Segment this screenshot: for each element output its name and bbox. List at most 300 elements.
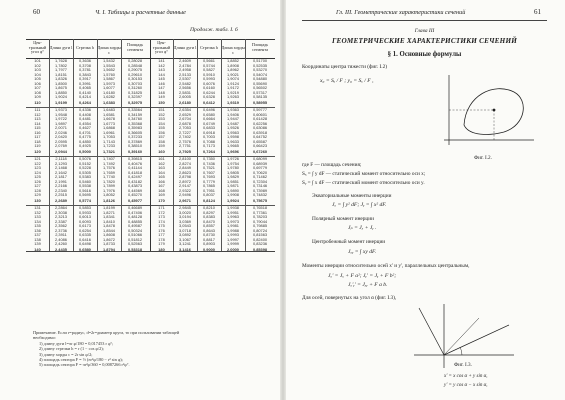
table-cell: 2,9671	[179, 198, 191, 203]
note-line: необходимо:	[33, 335, 56, 341]
table-cell: 142	[158, 62, 165, 68]
table-cell: 0,29075	[127, 67, 143, 72]
table-cell: 3,0369	[179, 218, 191, 224]
table-cell: 0,5910	[203, 71, 215, 77]
header-cell: Стрелка h	[76, 45, 94, 50]
table-cell: 109	[34, 94, 41, 99]
table-cell: 2,0071	[55, 125, 67, 130]
equatorial-moments-label: Экваториальные моменты инерции	[312, 193, 392, 199]
table-cell: 111	[34, 107, 41, 112]
table-cell: 0,5853	[79, 205, 91, 210]
table-cell: 154	[158, 120, 165, 126]
table-cell: 2,5307	[179, 76, 191, 81]
parallel-axes-label: Моменты инерции относительно осей x' и y', параллельных центральным,	[302, 263, 470, 269]
table-cell: 1,8199	[103, 205, 115, 210]
table-cell: 0,5661	[203, 58, 215, 63]
table-cell: 1,6773	[103, 120, 115, 126]
table-cell: 2,7053	[179, 125, 191, 130]
table-cell: 0,5993	[203, 76, 215, 81]
table-cell: 0,36605	[127, 129, 143, 135]
table-cell: 2,1293	[55, 160, 67, 166]
table-cell: 3,1067	[179, 236, 191, 242]
table-cell: 108	[34, 89, 41, 95]
table-cell: 2,9845	[179, 205, 191, 210]
table-cell: 0,5695	[79, 192, 91, 197]
polar-moment-formula: Jₚ = Jₓ + Jᵧ .	[348, 225, 377, 231]
table-cell: 0,45977	[127, 198, 143, 203]
table-cell: 0,51812	[127, 236, 143, 242]
table-cell: 0,67260	[252, 149, 268, 154]
table-cell: 0,51066	[127, 232, 143, 237]
table-cell: 0,35983	[127, 125, 143, 130]
polar-moment-label: Полярный момент инерции	[312, 216, 374, 222]
table-cell: 125	[34, 174, 41, 179]
table-cell: 1,8850	[55, 89, 67, 95]
table-cell: 156	[158, 129, 165, 135]
table-cell: 2,0420	[55, 134, 67, 139]
table-cell: 2,3038	[55, 209, 67, 215]
table-cell: 129	[34, 192, 41, 197]
table-cell: 2,8798	[179, 174, 191, 179]
table-cell: 0,44569	[127, 187, 143, 193]
table-cell: 1,6868	[103, 125, 115, 130]
table-cell: 1,8271	[103, 209, 115, 215]
table-cell: 2,6005	[179, 94, 191, 99]
table-cell: 1,8852	[227, 58, 239, 63]
table-cell: 2,7576	[179, 138, 191, 144]
table-cell: 0,79044	[252, 218, 268, 224]
centrifugal-moment-label: Центробежный момент инерции	[312, 239, 386, 245]
table-cell: 167	[158, 183, 165, 188]
table-cell: 130	[34, 198, 41, 203]
table-cell: 1,7659	[103, 169, 115, 175]
table-column-rule	[150, 39, 151, 251]
table-cell: 1,8544	[103, 227, 115, 233]
table-cell: 1,5973	[103, 80, 115, 86]
table-cell: 0,48855	[127, 218, 143, 224]
table-cell: 0,7779	[203, 178, 215, 184]
table-cell: 0,4554	[79, 120, 91, 126]
table-cell: 172	[158, 209, 165, 215]
table-cell: 0,9000	[203, 247, 215, 252]
table-cell: 2,8449	[179, 165, 191, 170]
table-cell: 0,3781	[79, 67, 91, 72]
table-column-rule	[49, 39, 50, 251]
right-page	[284, 0, 565, 400]
table-cell: 0,8817	[203, 236, 215, 242]
table-cell: 0,51700	[252, 58, 268, 63]
table-cell: 1,9487	[227, 120, 239, 126]
table-cell: 0,81563	[252, 232, 268, 237]
table-cell: 133	[34, 214, 41, 219]
table-cell: 0,4408	[79, 111, 91, 117]
table-cell: 0,69779	[252, 165, 268, 170]
table-cell: 176	[158, 227, 165, 233]
table-cell: 2,6704	[179, 116, 191, 121]
table-cell: 2,8274	[179, 160, 191, 166]
figure-caption: Фиг. I.3.	[454, 362, 472, 368]
header-cell: Площадь сегмента	[251, 42, 269, 52]
table-cell: 0,41818	[127, 169, 143, 175]
table-cell: 0,6093	[79, 218, 91, 224]
table-cell: 1,6180	[103, 89, 115, 95]
table-cell: 1,9897	[55, 120, 67, 126]
table-cell: 0,34159	[127, 111, 143, 117]
table-cell: 2,5831	[179, 89, 191, 95]
table-cell: 2,2864	[55, 205, 67, 210]
table-cell: 0,28548	[127, 62, 143, 68]
table-cell: 0,3991	[79, 80, 91, 86]
table-cell: 0,32975	[127, 100, 143, 105]
table-cell: 2,6878	[179, 120, 191, 126]
table-cell: 2,5133	[179, 71, 191, 77]
table-cell: 0,78203	[252, 214, 268, 219]
table-cell: 0,55690	[252, 80, 268, 86]
table-cell: 0,80724	[252, 227, 268, 233]
table-cell: 0,6833	[203, 125, 215, 130]
table-cell: 0,6496	[203, 107, 215, 112]
table-cell: 0,5305	[79, 169, 91, 175]
table-column-rule	[245, 39, 246, 251]
table-cell: 1,9924	[227, 198, 239, 203]
table-cell: 2,2515	[55, 192, 67, 197]
table-cell: 0,72304	[252, 178, 268, 184]
table-cell: 0,3636	[79, 58, 91, 63]
table-cell: 1,9890	[227, 187, 239, 193]
note-line: 5) площадь сектора F = πr²φ/360 = 0,0087266 r²φ°.	[39, 362, 130, 368]
table-cell: 0,52563	[127, 241, 143, 246]
table-cell: 114	[34, 120, 41, 126]
table-cell: 2,1468	[55, 165, 67, 170]
table-cell: 1,9908	[227, 192, 239, 197]
table-cell: 0,52535	[252, 62, 268, 68]
table-cell: 177	[158, 232, 165, 237]
table-cell: 173	[158, 214, 165, 219]
table-cell: 0,4140	[79, 89, 91, 95]
table-cell: 0,8124	[203, 198, 215, 203]
table-cell: 0,4481	[79, 116, 91, 121]
table-cell: 0,5228	[79, 165, 91, 170]
table-cell: 155	[158, 125, 165, 130]
angle-arc	[460, 347, 462, 355]
table-cell: 2,7227	[179, 129, 191, 135]
table-cell: 1,7802	[55, 62, 67, 68]
table-cell: 0,32397	[127, 94, 143, 99]
table-cell: 1,7053	[103, 134, 115, 139]
table-cell: 149	[158, 94, 165, 99]
table-cell: 158	[158, 138, 165, 144]
table-cell: 1,9988	[227, 227, 239, 233]
table-cell: 2,8623	[179, 169, 191, 175]
table-cell: 0,40476	[127, 160, 143, 166]
figure-i3-rotated-axes-diagram	[404, 300, 524, 370]
table-cell: 1,8672	[103, 236, 115, 242]
chapter-title: ГЕОМЕТРИЧЕСКИЕ ХАРАКТЕРИСТИКИ СЕЧЕНИЙ	[331, 37, 518, 45]
table-cell: 170	[158, 198, 165, 203]
section-heading: § 1. Основные формулы	[387, 51, 462, 58]
table-cell: 124	[34, 169, 41, 175]
table-cell: 145	[158, 76, 165, 81]
table-cell: 0,4850	[79, 138, 91, 144]
table-cell: 0,7003	[203, 134, 215, 139]
table-cell: 0,6013	[79, 214, 91, 219]
table-cell: 1,9805	[227, 169, 239, 175]
table-cell: 1,9219	[227, 89, 239, 95]
parallel-axes-formula-2: Jₓ'ᵧ' = Jₓᵧ + F a b.	[348, 282, 388, 288]
table-cell: 0,82400	[252, 236, 268, 242]
table-cell: 0,8903	[203, 241, 215, 246]
table-cell: 1,9780	[227, 165, 239, 170]
table-cell: 0,6328	[203, 94, 215, 99]
table-cell: 122	[34, 160, 41, 166]
centroid-formula: x₀ = Sᵧ / F ; y₀ = Sₓ / F ,	[320, 78, 374, 84]
figure-caption: Фиг. I.2.	[474, 155, 492, 161]
table-cell: 1,9363	[227, 107, 239, 112]
table-cell: 1,9548	[55, 111, 67, 117]
table-cell: 1,7628	[55, 58, 67, 63]
chapter-label: Глава III	[414, 28, 435, 34]
parallel-axes-formula: Jₓ' = Jₓ + F a²; Jᵧ' = Jᵧ + F b²;	[328, 273, 397, 279]
table-cell: 0,46689	[127, 205, 143, 210]
table-cell: 0,5000	[79, 149, 91, 154]
table-bottom-rule	[26, 251, 275, 252]
table-cell: 0,4775	[79, 134, 91, 139]
page-number: 60	[33, 8, 40, 16]
table-cell: 116	[34, 129, 41, 135]
table-cell: 1,7321	[103, 149, 115, 154]
table-cell: 0,4264	[79, 100, 91, 105]
table-cell: 123	[34, 165, 41, 170]
table-cell: 2,6354	[179, 107, 191, 112]
table-cell: 1,9726	[227, 156, 239, 161]
table-cell: 0,56502	[252, 85, 268, 90]
table-cell: 0,70620	[252, 169, 268, 175]
table-cell: 1,7492	[103, 160, 115, 166]
table-cell: 2,0769	[55, 143, 67, 148]
table-cell: 1,8733	[103, 241, 115, 246]
table-cell: 164	[158, 169, 165, 175]
table-cell: 2,2689	[55, 198, 67, 203]
table-cell: 1,7977	[55, 67, 67, 72]
table-cell: 0,5152	[79, 160, 91, 166]
table-cell: 140	[34, 247, 41, 252]
table-cell: 1,8341	[103, 214, 115, 219]
table-cell: 112	[34, 111, 41, 117]
table-cell: 2,7925	[179, 149, 191, 154]
table-cell: 134	[34, 218, 41, 224]
table-cell: 1,6483	[103, 107, 115, 112]
table-cell: 2,9322	[179, 187, 191, 193]
table-cell: 1,9406	[227, 111, 239, 117]
table-cell: 1,8478	[103, 223, 115, 228]
table-cell: 0,28028	[127, 58, 143, 63]
table-cell: 2,2166	[55, 183, 67, 188]
table-cell: 1,9024	[55, 94, 67, 99]
table-cell: 0,83236	[252, 241, 268, 246]
table-cell: 1,9999	[227, 241, 239, 246]
table-column-rule	[173, 39, 174, 251]
table-cell: 163	[158, 165, 165, 170]
where-line: где F — площадь сечения;	[302, 162, 362, 168]
section-contour	[464, 89, 523, 135]
table-cell: 0,5933	[79, 209, 91, 215]
table-cell: 1,9754	[227, 160, 239, 166]
table-cell: 1,9633	[227, 138, 239, 144]
table-cell: 1,9722	[55, 116, 67, 121]
table-cell: 0,7350	[203, 156, 215, 161]
table-cell: 0,6918	[203, 129, 215, 135]
header-cell: Длина хорды c	[97, 45, 121, 55]
table-cell: 0,41144	[128, 165, 142, 170]
table-cell: 0,7521	[203, 165, 215, 170]
table-cell: 1,9696	[227, 149, 239, 154]
table-cell: 0,77361	[252, 209, 268, 215]
table-cell: 0,8297	[203, 209, 215, 215]
table-cell: 175	[158, 223, 165, 228]
table-cell: 0,75675	[252, 198, 268, 203]
table-cell: 1,8326	[55, 76, 67, 81]
table-cell: 0,54074	[252, 71, 268, 77]
table-cell: 0,60601	[252, 111, 268, 117]
table-cell: 179	[158, 241, 165, 246]
table-cell: 0,6580	[203, 111, 215, 117]
table-cell: 0,53318	[127, 247, 143, 252]
table-cell: 1,7820	[103, 178, 115, 184]
table-cell: 153	[158, 116, 165, 121]
table-cell: 0,6254	[79, 227, 91, 233]
table-cell: 0,7436	[203, 160, 215, 166]
header-cell: Цен-тральный угол φ°	[152, 40, 171, 55]
table-cell: 0,68939	[252, 160, 268, 166]
table-cell: 0,7693	[203, 174, 215, 179]
table-cell: 0,43182	[127, 178, 143, 184]
table-cell: 0,5076	[79, 156, 91, 161]
table-cell: 121	[34, 156, 41, 161]
table-cell: 1,8608	[103, 232, 115, 237]
table-cell: 1,5432	[103, 58, 115, 63]
table-cell: 0,68099	[252, 156, 268, 161]
table-cell: 1,6678	[103, 116, 115, 121]
table-cell: 1,9526	[227, 125, 239, 130]
table-cell: 0,47406	[127, 209, 143, 215]
table-cell: 2,4260	[55, 241, 67, 246]
figure-i2-section-diagram	[434, 70, 544, 150]
table-cell: 144	[158, 71, 165, 77]
table-cell: 0,39160	[127, 149, 143, 154]
table-cell: 104	[34, 71, 41, 77]
table-cell: 1,8962	[227, 67, 239, 72]
table-cell: 0,6498	[79, 241, 91, 246]
table-cell: 2,1817	[55, 174, 67, 179]
table-cell: 135	[34, 223, 41, 228]
table-cell: 1,9021	[227, 71, 239, 77]
table-cell: 2,0595	[55, 138, 67, 144]
table-cell: 180	[158, 247, 165, 252]
table-cell: 102	[34, 62, 41, 68]
table-cell: 107	[34, 85, 41, 90]
table-cell: 1,9981	[227, 223, 239, 228]
table-cell: 0,4336	[79, 107, 91, 112]
table-cell: 0,6335	[79, 232, 91, 237]
table-cell: 105	[34, 76, 41, 81]
table-cell: 0,6749	[203, 120, 215, 126]
table-cell: 1,9373	[55, 107, 67, 112]
table-cell: 0,6664	[203, 116, 215, 121]
table-cell: 0,31825	[127, 89, 143, 95]
table-cell: 0,6416	[79, 236, 91, 242]
table-cell: 0,8643	[203, 227, 215, 233]
table-cell: 0,57317	[252, 89, 268, 95]
header-cell: Длина дуги l	[173, 45, 197, 50]
table-cell: 0,7088	[203, 138, 215, 144]
table-cell: 1,9938	[227, 205, 239, 210]
table-cell: 0,8037	[203, 192, 215, 197]
table-cell: 1,9829	[227, 174, 239, 179]
table-cell: 0,73989	[252, 187, 268, 193]
table-cell: 0,30703	[127, 80, 143, 86]
table-cell: 1,5867	[103, 76, 115, 81]
table-cell: 1,9319	[227, 100, 239, 105]
table-cell: 0,43873	[127, 183, 143, 188]
table-cell: 0,3843	[79, 71, 91, 77]
table-cell: 0,6076	[203, 80, 215, 86]
table-cell: 160	[158, 149, 165, 154]
table-cell: 1,8500	[55, 80, 67, 86]
table-cell: 2,0000	[227, 247, 239, 252]
table-cell: 1,8151	[55, 71, 67, 77]
table-cell: 2,3562	[55, 223, 67, 228]
table-cell: 2,0944	[55, 149, 67, 154]
table-cell: 157	[158, 134, 165, 139]
table-cell: 1,6383	[103, 100, 115, 105]
table-cell: 1,9951	[227, 209, 239, 215]
table-cell: 2,5482	[179, 80, 191, 86]
table-cell: 2,5656	[179, 85, 191, 90]
table-cell: 3,0020	[179, 209, 191, 215]
table-cell: 146	[158, 80, 165, 86]
table-cell: 0,5774	[79, 198, 91, 203]
table-cell: 0,7865	[203, 183, 215, 188]
table-cell: 2,4609	[179, 58, 191, 63]
table-cell: 0,35368	[127, 120, 143, 126]
table-cell: 115	[34, 125, 41, 130]
rotated-axes-label: Для осей, повернутых на угол α (фиг. I.3),	[302, 295, 397, 301]
segment-table	[26, 39, 275, 254]
table-cell: 1,6077	[103, 85, 115, 90]
table-cell: 3,0718	[179, 227, 191, 233]
table-cell: 1,9871	[227, 183, 239, 188]
table-cell: 1,9851	[227, 178, 239, 184]
table-cell: 2,6180	[179, 100, 191, 105]
table-cell: 0,6580	[79, 247, 91, 252]
table-cell: 0,4214	[79, 94, 91, 99]
table-cell: 0,5827	[203, 67, 215, 72]
table-cell: 2,4784	[179, 62, 191, 68]
table-continuation-label: Продолж. табл. I. 6	[190, 27, 238, 33]
table-cell: 113	[34, 116, 41, 121]
table-cell: 0,31260	[127, 85, 143, 90]
table-cell: 128	[34, 187, 41, 193]
table-cell: 0,8470	[203, 218, 215, 224]
table-cell: 1,5760	[103, 71, 115, 77]
equatorial-moments-formula: Jₓ = ∫ y² dF; Jᵧ = ∫ x² dF.	[332, 202, 387, 208]
table-cell: 103	[34, 67, 41, 72]
table-cell: 1,7233	[103, 143, 115, 148]
table-cell: 0,39815	[127, 156, 143, 161]
table-cell: 3,1241	[179, 241, 191, 246]
rotated-x-axis	[444, 325, 509, 355]
table-cell: 1,8126	[103, 198, 115, 203]
